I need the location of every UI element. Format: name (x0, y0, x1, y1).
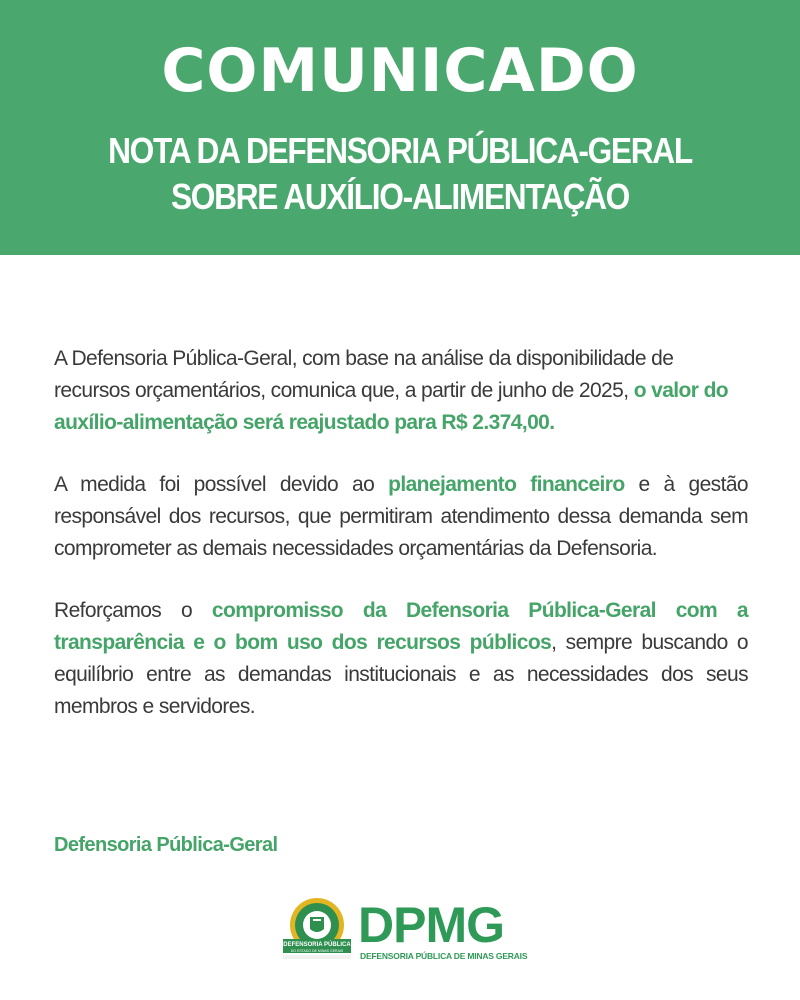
paragraph-2 (54, 469, 748, 565)
paragraph-1-text: A Defensoria Pública-Geral, com base na análise da disponibilidade de recursos orçamentários, comunica que, a partir de junho de 2025, (54, 347, 674, 402)
page-subtitle (48, 128, 752, 220)
announcement-body (54, 343, 748, 753)
subtitle-line-2: SOBRE AUXÍLIO-ALIMENTAÇÃO (170, 176, 630, 217)
logo-acronym: DPMG (358, 897, 504, 953)
paragraph-3 (54, 595, 748, 723)
seal-icon (280, 895, 354, 965)
paragraph-3-text-a: Reforçamos o (54, 599, 212, 622)
paragraph-2-text-a: A medida foi possível devido ao (54, 473, 389, 496)
paragraph-1 (54, 343, 748, 439)
dpmg-logo (280, 895, 530, 965)
header-banner (0, 0, 800, 255)
seal-label: DEFENSORIA PÚBLICA (283, 942, 351, 948)
paragraph-2-highlight: planejamento financeiro (388, 473, 625, 496)
page-title: COMUNICADO (161, 36, 639, 106)
paragraph-2-text-b: e à gestão responsável dos recursos, que permitiram atendimento dessa demanda sem comprometer as demais necessidades orçamentárias da Defensoria. (54, 473, 748, 560)
signature: Defensoria Pública-Geral (54, 834, 278, 856)
paragraph-3-text-b: , sempre buscando o equilíbrio entre as demandas institucionais e as necessidades dos seus membros e servidores. (54, 631, 748, 718)
seal-sublabel: DO ESTADO DE MINAS GERAIS (290, 949, 344, 953)
paragraph-1-highlight: o valor do auxílio-alimentação será reajustado para R$ 2.374,00. (54, 379, 729, 434)
subtitle-line-1: NOTA DA DEFENSORIA PÚBLICA-GERAL (108, 130, 692, 171)
logo-full-name: DEFENSORIA PÚBLICA DE MINAS GERAIS (360, 951, 528, 961)
paragraph-3-highlight: compromisso da Defensoria Pública-Geral com a transparência e o bom uso dos recursos públicos (54, 599, 748, 654)
